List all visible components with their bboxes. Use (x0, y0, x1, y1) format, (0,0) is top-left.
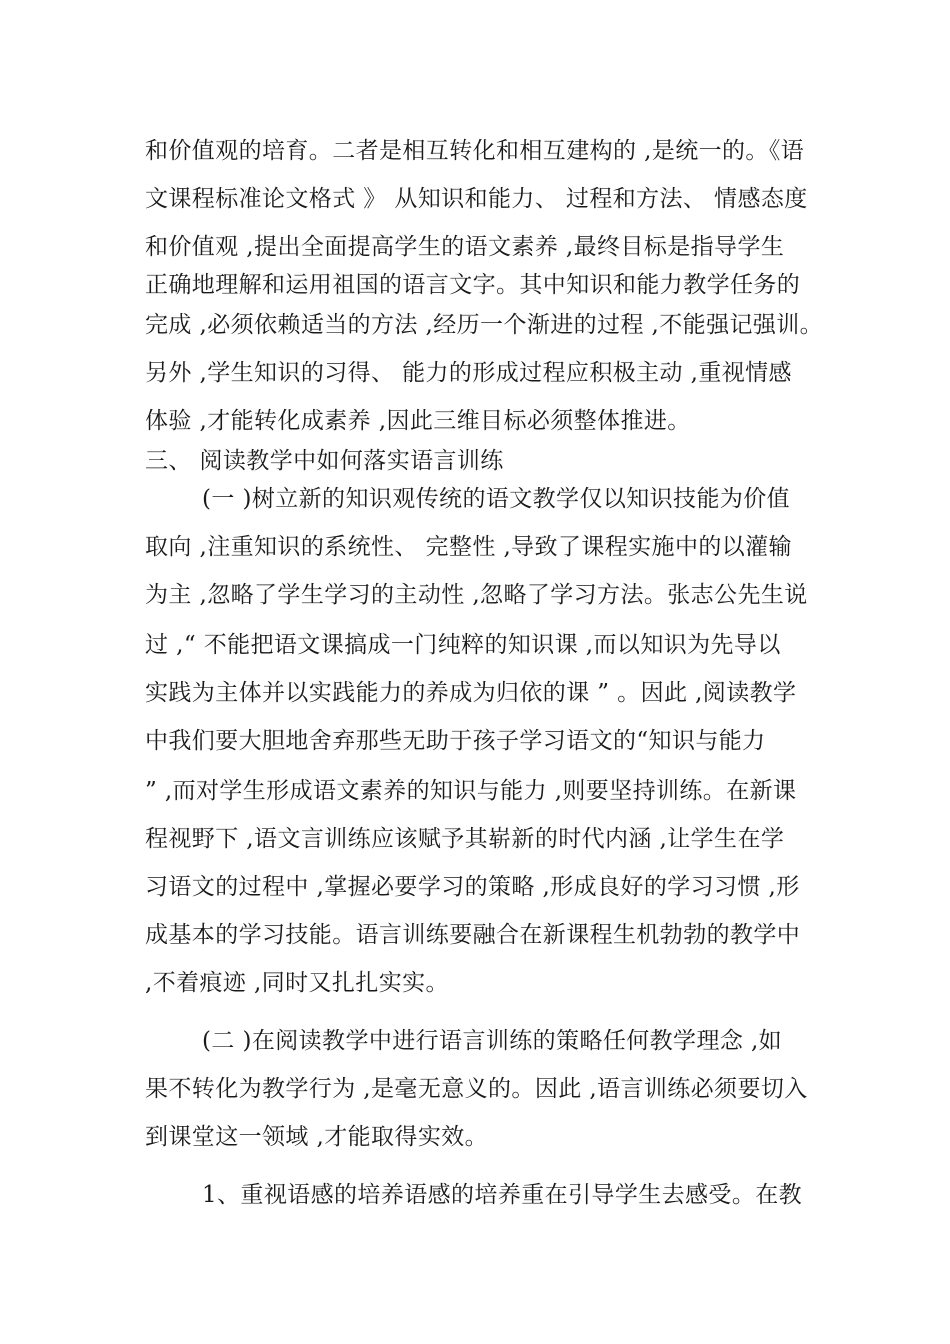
section-heading: 三、 阅读教学中如何落实语言训练 (145, 448, 504, 474)
text-line-10: 为主 ,忽略了学生学习的主动性 ,忽略了学习方法。张志公先生说 (145, 582, 808, 608)
text-line-6: 另外 ,学生知识的习得、 能力的形成过程应积极主动 ,重视情感 (145, 360, 792, 386)
text-line-12: 实践为主体并以实践能力的养成为归依的课 ” 。因此 ,阅读教学 (145, 680, 797, 706)
text-line-2: 文课程标准论文格式 》 从知识和能力、 过程和方法、 情感态度 (145, 186, 808, 212)
text-line-1: 和价值观的培育。二者是相互转化和相互建构的 ,是统一的。《语 (145, 138, 805, 164)
subsection-heading-2: (二 )在阅读教学中进行语言训练的策略任何教学理念 ,如 (202, 1028, 783, 1054)
text-line-5: 完成 ,必须依赖适当的方法 ,经历一个渐进的过程 ,不能强记强训。 (145, 312, 824, 338)
text-line-13: 中我们要大胆地舍弃那些无助于孩子学习语文的“知识与能力 (145, 728, 766, 754)
text-line-9: 取向 ,注重知识的系统性、 完整性 ,导致了课程实施中的以灌输 (145, 534, 792, 560)
text-line-17: 成基本的学习技能。语言训练要融合在新课程生机勃勃的教学中 (145, 922, 801, 948)
text-line-14: ” ,而对学生形成语文素养的知识与能力 ,则要坚持训练。在新课 (145, 778, 797, 804)
text-line-3: 和价值观 ,提出全面提高学生的语文素养 ,最终目标是指导学生 (145, 234, 785, 260)
numbered-item-1: 1、重视语感的培养语感的培养重在引导学生去感受。在教 (202, 1182, 803, 1208)
text-line-11: 过 ,“ 不能把语文课搞成一门纯粹的知识课 ,而以知识为先导以 (145, 632, 781, 658)
subsection-heading-1: (一 )树立新的知识观传统的语文教学仅以知识技能为价值 (202, 486, 791, 512)
text-line-21: 到课堂这一领域 ,才能取得实效。 (145, 1124, 489, 1150)
text-line-7: 体验 ,才能转化成素养 ,因此三维目标必须整体推进。 (145, 408, 691, 434)
text-line-4: 正确地理解和运用祖国的语言文字。其中知识和能力教学任务的 (145, 272, 801, 298)
text-line-18: ,不着痕迹 ,同时又扎扎实实。 (145, 970, 449, 996)
text-line-15: 程视野下 ,语文言训练应该赋予其崭新的时代内涵 ,让学生在学 (145, 826, 785, 852)
text-line-16: 习语文的过程中 ,掌握必要学习的策略 ,形成良好的学习习惯 ,形 (145, 874, 800, 900)
text-line-20: 果不转化为教学行为 ,是毫无意义的。因此 ,语言训练必须要切入 (145, 1076, 808, 1102)
